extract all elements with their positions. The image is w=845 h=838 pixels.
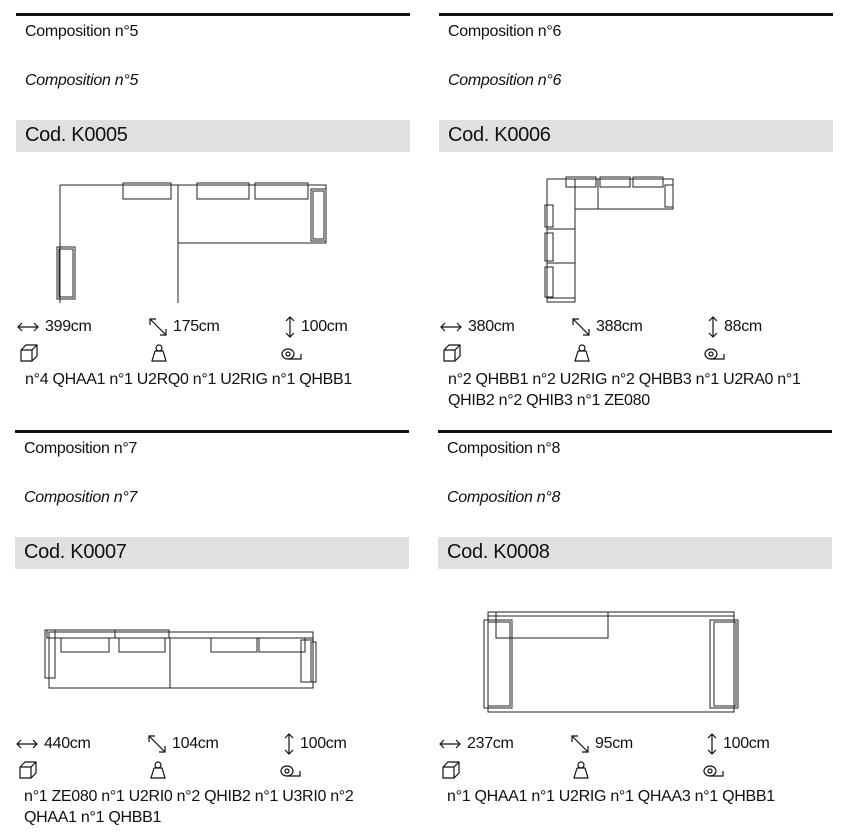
horizontal-arrow-icon <box>439 321 463 333</box>
width-value: 380cm <box>468 318 515 335</box>
info-icons-row <box>15 760 409 782</box>
card-top-rule <box>439 13 833 16</box>
height-dimension <box>706 732 770 756</box>
width-dimension <box>16 315 92 339</box>
diagonal-arrow-icon <box>147 734 167 754</box>
diagonal-arrow-icon <box>148 317 168 337</box>
info-icons-row <box>439 343 833 365</box>
composition-subtitle: Composition n°5 <box>25 72 139 89</box>
composition-code: Cod. K0006 <box>448 124 551 146</box>
composition-subtitle: Composition n°7 <box>24 489 138 506</box>
fabric-roll-icon <box>703 343 725 363</box>
depth-dimension <box>148 315 220 339</box>
vertical-arrow-icon <box>284 315 296 339</box>
composition-subtitle: Composition n°6 <box>448 72 562 89</box>
diagonal-arrow-icon <box>571 317 591 337</box>
package-box-icon <box>442 343 462 363</box>
package-box-icon <box>441 760 461 780</box>
sofa-plan-drawing <box>438 580 832 720</box>
card-top-rule <box>438 430 832 433</box>
fabric-roll-icon <box>280 343 302 363</box>
horizontal-arrow-icon <box>15 738 39 750</box>
info-icons-row <box>16 343 410 365</box>
composition-card-7 <box>15 430 409 834</box>
height-value: 100cm <box>301 318 348 335</box>
depth-dimension <box>571 315 643 339</box>
modules-list: n°1 QHAA1 n°1 U2RIG n°1 QHAA3 n°1 QHBB1 <box>447 788 775 805</box>
diagonal-arrow-icon <box>570 734 590 754</box>
composition-code: Cod. K0007 <box>24 541 127 563</box>
composition-code: Cod. K0005 <box>25 124 128 146</box>
depth-value: 104cm <box>172 735 219 752</box>
height-dimension <box>707 315 762 339</box>
package-box-icon <box>19 343 39 363</box>
weight-icon <box>571 760 591 780</box>
height-dimension <box>284 315 348 339</box>
horizontal-arrow-icon <box>438 738 462 750</box>
composition-title: Composition n°5 <box>25 23 139 40</box>
code-bar <box>438 537 832 569</box>
height-value: 88cm <box>724 318 762 335</box>
vertical-arrow-icon <box>706 732 718 756</box>
depth-value: 388cm <box>596 318 643 335</box>
code-bar <box>439 120 833 152</box>
weight-icon <box>572 343 592 363</box>
depth-value: 175cm <box>173 318 220 335</box>
dimensions-row <box>438 732 832 756</box>
fabric-roll-icon <box>279 760 301 780</box>
card-top-rule <box>16 13 410 16</box>
depth-value: 95cm <box>595 735 633 752</box>
width-dimension <box>438 732 514 756</box>
vertical-arrow-icon <box>707 315 719 339</box>
weight-icon <box>148 760 168 780</box>
composition-code: Cod. K0008 <box>447 541 550 563</box>
width-value: 237cm <box>467 735 514 752</box>
composition-title: Composition n°7 <box>24 440 138 457</box>
height-dimension <box>283 732 347 756</box>
width-value: 440cm <box>44 735 91 752</box>
sofa-plan-drawing <box>439 163 833 303</box>
depth-dimension <box>570 732 633 756</box>
height-value: 100cm <box>300 735 347 752</box>
modules-list: n°4 QHAA1 n°1 U2RQ0 n°1 U2RIG n°1 QHBB1 <box>25 371 352 388</box>
dimensions-row <box>439 315 833 339</box>
height-value: 100cm <box>723 735 770 752</box>
dimensions-row <box>16 315 410 339</box>
vertical-arrow-icon <box>283 732 295 756</box>
horizontal-arrow-icon <box>16 321 40 333</box>
modules-list: n°2 QHBB1 n°2 U2RIG n°2 QHBB3 n°1 U2RA0 n°1 QHIB2 n°2 QHIB3 n°1 ZE080 <box>448 371 801 409</box>
code-bar <box>16 120 410 152</box>
composition-subtitle: Composition n°8 <box>447 489 561 506</box>
code-bar <box>15 537 409 569</box>
composition-title: Composition n°8 <box>447 440 561 457</box>
composition-card-6 <box>439 13 833 417</box>
card-top-rule <box>15 430 409 433</box>
width-dimension <box>15 732 91 756</box>
composition-title: Composition n°6 <box>448 23 562 40</box>
fabric-roll-icon <box>702 760 724 780</box>
composition-card-8 <box>438 430 832 834</box>
composition-card-5 <box>16 13 410 417</box>
weight-icon <box>149 343 169 363</box>
width-dimension <box>439 315 515 339</box>
sofa-plan-drawing <box>15 580 409 720</box>
package-box-icon <box>18 760 38 780</box>
depth-dimension <box>147 732 219 756</box>
sofa-plan-drawing <box>16 163 410 303</box>
info-icons-row <box>438 760 832 782</box>
width-value: 399cm <box>45 318 92 335</box>
dimensions-row <box>15 732 409 756</box>
modules-list: n°1 ZE080 n°1 U2RI0 n°2 QHIB2 n°1 U3RI0 n°2 QHAA1 n°1 QHBB1 <box>24 788 354 826</box>
